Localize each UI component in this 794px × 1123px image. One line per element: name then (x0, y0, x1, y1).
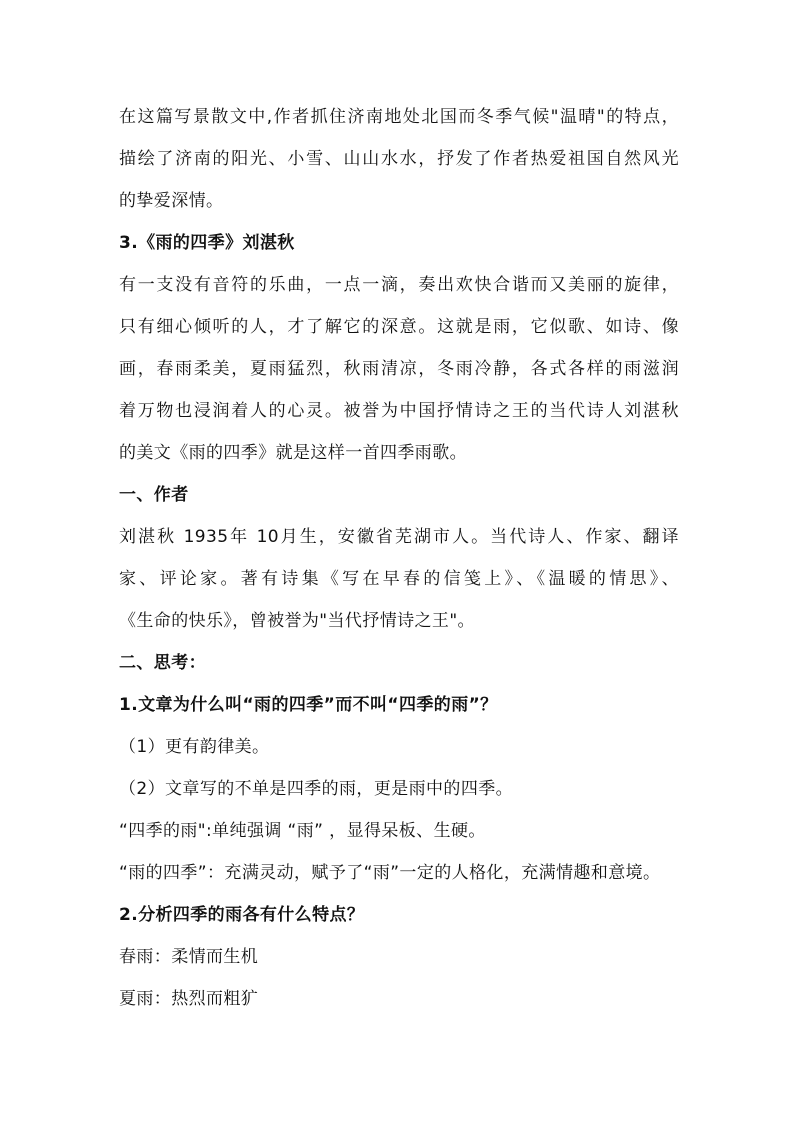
paragraph-line: 《生命的快乐》，曾被誉为"当代抒情诗之王"。 (119, 611, 475, 631)
paragraph-line: 春雨：柔情而生机 (119, 947, 259, 967)
paragraph-line: （2）文章写的不单是四季的雨，更是雨中的四季。 (119, 779, 514, 799)
paragraph-line: 的挚爱深情。 (119, 191, 224, 211)
paragraph-line: 有一支没有音符的乐曲，一点一滴，奏出欢快合谐而又美丽的旋律， (119, 275, 679, 295)
paragraph-line: 家、评论家。著有诗集《写在早春的信笺上》、《温暖的情思》、 (119, 569, 679, 589)
paragraph-line: “四季的雨":单纯强调 “雨” ，显得呆板、生硬。 (119, 821, 486, 841)
question-heading: 2.分析四季的雨各有什么特点？ (119, 905, 365, 925)
paragraph-line: 在这篇写景散文中,作者抓住济南地处北国而冬季气候"温晴"的特点， (119, 107, 679, 127)
paragraph-line: （1）更有韵律美。 (119, 737, 270, 757)
paragraph-line: 刘湛秋 1935年 10月生，安徽省芜湖市人。当代诗人、作家、翻译 (119, 527, 679, 547)
paragraph-line: 夏雨：热烈而粗犷 (119, 989, 259, 1009)
section-heading: 3.《雨的四季》刘湛秋 (119, 233, 295, 253)
paragraph-line: 着万物也浸润着人的心灵。被誉为中国抒情诗之王的当代诗人刘湛秋 (119, 401, 679, 421)
paragraph-line: 描绘了济南的阳光、小雪、山山水水，抒发了作者热爱祖国自然风光 (119, 149, 679, 169)
paragraph-line: 的美文《雨的四季》就是这样一首四季雨歌。 (119, 443, 467, 463)
paragraph-line: 画，春雨柔美，夏雨猛烈，秋雨清凉，冬雨冷静，各式各样的雨滋润 (119, 359, 679, 379)
section-heading: 一、作者 (119, 485, 189, 505)
question-heading: 1.文章为什么叫“雨的四季”而不叫“四季的雨”？ (119, 695, 498, 715)
paragraph-line: “雨的四季”：充满灵动，赋予了“雨”一定的人格化，充满情趣和意境。 (119, 863, 661, 883)
section-heading: 二、思考： (119, 653, 206, 673)
paragraph-line: 只有细心倾听的人，才了解它的深意。这就是雨，它似歌、如诗、像 (119, 317, 679, 337)
